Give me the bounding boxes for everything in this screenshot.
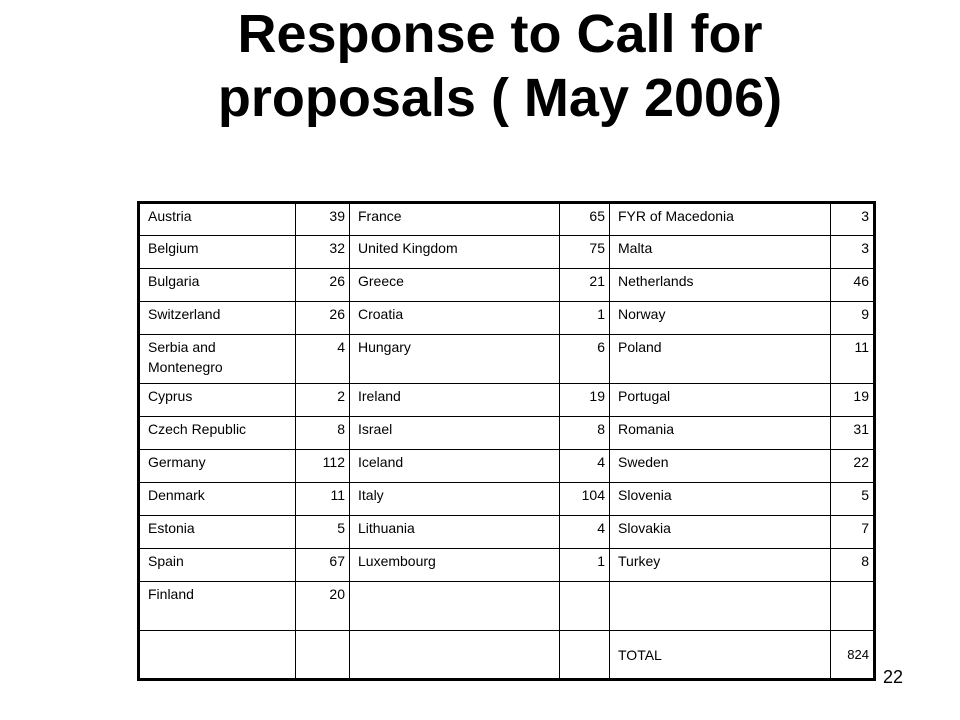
total-label-cell: TOTAL <box>610 631 831 680</box>
count-cell: 19 <box>831 384 875 417</box>
count-cell: 4 <box>296 335 350 384</box>
country-cell: Bulgaria <box>139 269 296 302</box>
country-cell: United Kingdom <box>350 236 560 269</box>
table-row <box>139 269 875 302</box>
country-cell: Ireland <box>350 384 560 417</box>
country-cell: Denmark <box>139 483 296 516</box>
page-number: 22 <box>882 667 903 687</box>
country-cell: Romania <box>610 417 831 450</box>
count-cell: 5 <box>296 516 350 549</box>
country-cell <box>610 582 831 631</box>
table-row <box>139 582 875 631</box>
country-cell: Italy <box>350 483 560 516</box>
country-cell: Israel <box>350 417 560 450</box>
slide-title-line-1: Response to Call for <box>237 4 763 64</box>
count-cell: 5 <box>831 483 875 516</box>
country-cell: Switzerland <box>139 302 296 335</box>
count-cell: 104 <box>560 483 610 516</box>
count-cell <box>296 631 350 680</box>
proposals-table <box>137 201 876 681</box>
total-value-cell: 824 <box>831 631 875 680</box>
country-cell: Iceland <box>350 450 560 483</box>
country-cell: Malta <box>610 236 831 269</box>
count-cell: 3 <box>831 203 875 236</box>
country-cell <box>139 631 296 680</box>
country-cell: Luxembourg <box>350 549 560 582</box>
country-cell: Slovenia <box>610 483 831 516</box>
count-cell: 26 <box>296 269 350 302</box>
table-row <box>139 417 875 450</box>
country-cell: Sweden <box>610 450 831 483</box>
count-cell: 19 <box>560 384 610 417</box>
table-row <box>139 335 875 384</box>
country-cell <box>350 631 560 680</box>
country-cell: Turkey <box>610 549 831 582</box>
country-cell: Croatia <box>350 302 560 335</box>
country-cell: Germany <box>139 450 296 483</box>
country-cell: Slovakia <box>610 516 831 549</box>
table-row <box>139 549 875 582</box>
count-cell <box>560 631 610 680</box>
count-cell: 8 <box>560 417 610 450</box>
count-cell: 21 <box>560 269 610 302</box>
count-cell: 8 <box>296 417 350 450</box>
slide-title-line-2: proposals ( May 2006) <box>217 68 783 128</box>
country-cell: Czech Republic <box>139 417 296 450</box>
country-cell: Estonia <box>139 516 296 549</box>
count-cell: 1 <box>560 549 610 582</box>
country-cell: France <box>350 203 560 236</box>
count-cell: 22 <box>831 450 875 483</box>
count-cell <box>831 582 875 631</box>
table-row <box>139 483 875 516</box>
count-cell: 1 <box>560 302 610 335</box>
country-cell: Lithuania <box>350 516 560 549</box>
count-cell: 75 <box>560 236 610 269</box>
count-cell: 3 <box>831 236 875 269</box>
count-cell: 46 <box>831 269 875 302</box>
count-cell <box>560 582 610 631</box>
table-row <box>139 302 875 335</box>
table-row <box>139 516 875 549</box>
country-cell: Cyprus <box>139 384 296 417</box>
count-cell: 112 <box>296 450 350 483</box>
country-cell: Austria <box>139 203 296 236</box>
proposals-table-container <box>137 201 876 681</box>
country-cell: Greece <box>350 269 560 302</box>
country-cell: Portugal <box>610 384 831 417</box>
country-cell <box>350 582 560 631</box>
count-cell: 26 <box>296 302 350 335</box>
table-row <box>139 236 875 269</box>
country-cell: Belgium <box>139 236 296 269</box>
count-cell: 11 <box>296 483 350 516</box>
count-cell: 2 <box>296 384 350 417</box>
count-cell: 8 <box>831 549 875 582</box>
country-cell: FYR of Macedonia <box>610 203 831 236</box>
count-cell: 31 <box>831 417 875 450</box>
country-cell: Netherlands <box>610 269 831 302</box>
count-cell: 4 <box>560 450 610 483</box>
country-cell: Norway <box>610 302 831 335</box>
count-cell: 39 <box>296 203 350 236</box>
country-cell: Serbia and Montenegro <box>139 335 296 384</box>
country-cell: Finland <box>139 582 296 631</box>
country-cell: Spain <box>139 549 296 582</box>
table-row <box>139 384 875 417</box>
total-row <box>139 631 875 680</box>
count-cell: 9 <box>831 302 875 335</box>
count-cell: 11 <box>831 335 875 384</box>
slide-title <box>0 2 960 130</box>
country-cell: Poland <box>610 335 831 384</box>
count-cell: 6 <box>560 335 610 384</box>
table-row <box>139 203 875 236</box>
count-cell: 32 <box>296 236 350 269</box>
table-row <box>139 450 875 483</box>
count-cell: 20 <box>296 582 350 631</box>
count-cell: 4 <box>560 516 610 549</box>
count-cell: 65 <box>560 203 610 236</box>
country-cell: Hungary <box>350 335 560 384</box>
count-cell: 7 <box>831 516 875 549</box>
count-cell: 67 <box>296 549 350 582</box>
